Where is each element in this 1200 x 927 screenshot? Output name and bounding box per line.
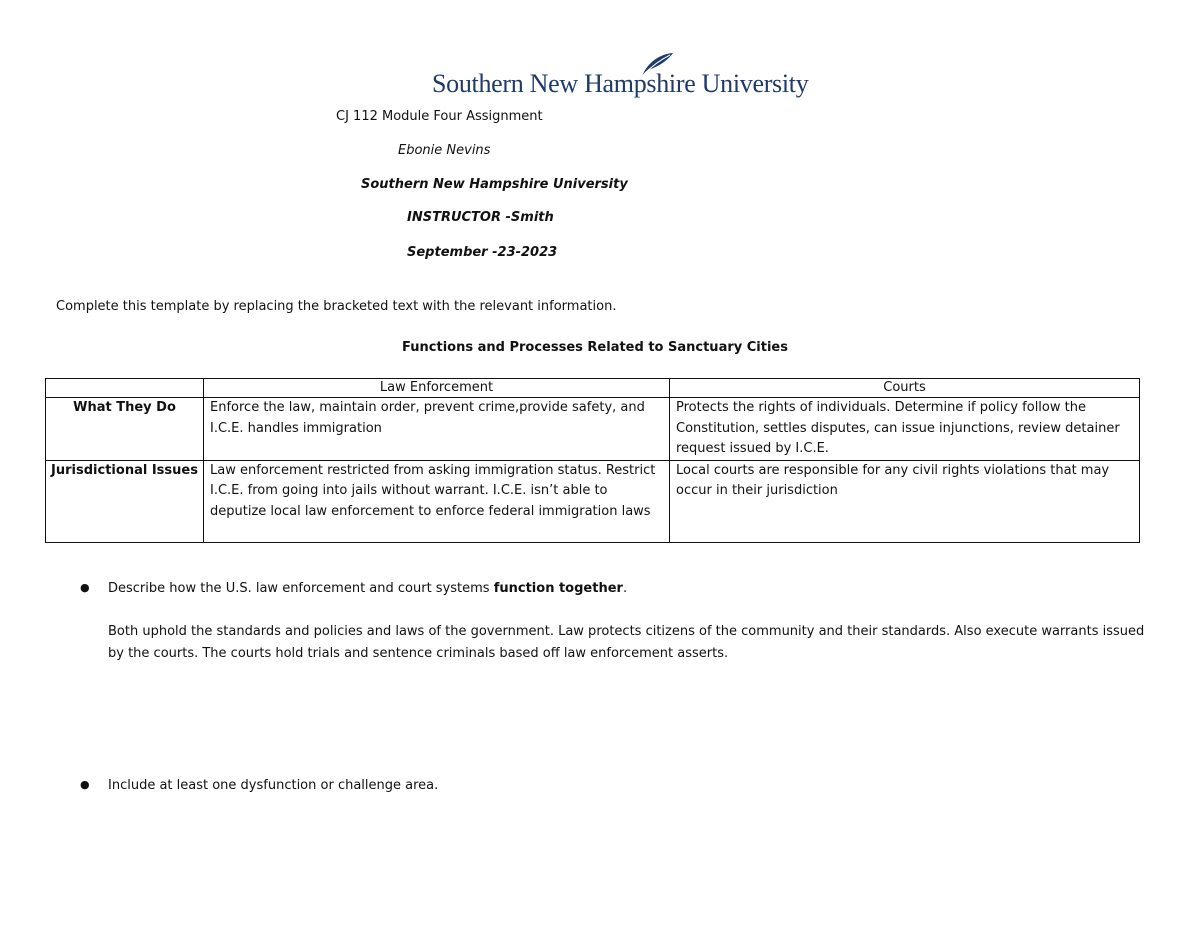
- course-title: CJ 112 Module Four Assignment: [336, 109, 543, 124]
- bullet-icon: ●: [80, 778, 90, 791]
- cell-law-enforcement: Enforce the law, maintain order, prevent crime,provide safety, and I.C.E. handles immigration: [204, 398, 670, 461]
- bullet-text: Describe how the U.S. law enforcement and court systems function together.: [108, 581, 628, 596]
- logo-wordmark: Southern New Hampshire University: [432, 69, 809, 98]
- header-cell-law-enforcement: Law Enforcement: [204, 379, 670, 398]
- student-name: Ebonie Nevins: [398, 143, 491, 158]
- row-label-jurisdictional-issues: Jurisdictional Issues: [46, 460, 204, 542]
- header-cell-empty: [46, 379, 204, 398]
- answer-paragraph: Both uphold the standards and policies and laws of the government. Law protects citizens of the community and their standards. Also execute warrants issued by the courts. The courts hold trials and sentence criminals based off law enforcement asserts.: [108, 624, 1145, 661]
- row-label-what-they-do: What They Do: [46, 398, 204, 461]
- instructor-name: INSTRUCTOR -Smith: [407, 210, 554, 225]
- university-name: Southern New Hampshire University: [361, 177, 628, 192]
- bullet-text: Include at least one dysfunction or challenge area.: [108, 778, 439, 793]
- bullet-icon: ●: [80, 581, 90, 594]
- table-row: [46, 398, 1140, 461]
- submission-date: September -23-2023: [407, 245, 558, 260]
- table-header-row: [46, 379, 1140, 398]
- template-instruction: Complete this template by replacing the bracketed text with the relevant information.: [56, 299, 617, 314]
- cell-law-enforcement: Law enforcement restricted from asking immigration status. Restrict I.C.E. from going into jails without warrant. I.C.E. isn’t able to deputize local law enforcement to enforce federal immigration laws: [204, 460, 670, 542]
- cell-courts: Protects the rights of individuals. Determine if policy follow the Constitution, settles disputes, can issue injunctions, review detainer request issued by I.C.E.: [670, 398, 1140, 461]
- university-logo: [432, 52, 809, 102]
- cell-courts: Local courts are responsible for any civil rights violations that may occur in their jurisdiction: [670, 460, 1140, 542]
- table-row: [46, 460, 1140, 542]
- table-title: Functions and Processes Related to Sanctuary Cities: [402, 340, 788, 355]
- sanctuary-cities-table: [45, 378, 1140, 543]
- header-cell-courts: Courts: [670, 379, 1140, 398]
